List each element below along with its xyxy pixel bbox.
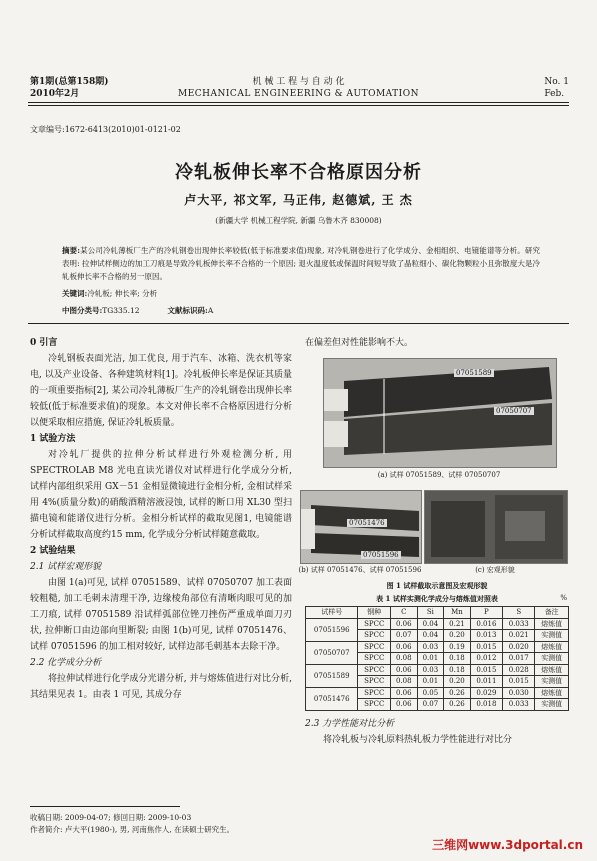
- table-cell: SPCC: [358, 676, 391, 688]
- table-cell: 0.05: [417, 687, 444, 699]
- table-cell: 0.013: [470, 630, 502, 642]
- table-1: [305, 606, 569, 711]
- table-cell: 0.20: [444, 630, 471, 642]
- section21-paragraph: 由图 1(a)可见, 试样 07051589、试样 07050707 加工表面较粗糙, 加工毛刺未清理干净, 边缘棱角部位有清晰肉眼可见的加工刀痕, 试样 07051589 沿试样弧部位锉刀挫伤严重成单面刀刃状, 拉伸断口由边部向里断裂; 由图 1(b)可见, 试样 07051476、试样 07051596 的加工相对较好, 试样边部毛刺基本去除干净。: [30, 578, 292, 652]
- clc-value: TG335.12: [102, 306, 140, 315]
- abstract-text: 某公司冷轧薄板厂生产的冷轧钢卷出现伸长率较低(低于标准要求值)现象, 对冷轧钢卷进行了化学成分、金相组织、电镜能谱等分析。研究表明: 拉伸试样侧边的加工刀痕是导致冷轧板伸长率不合格的一个原因; 退火温度低或保温时间短导致了晶粒细小、碳化物颗粒小且弥散度大是冷轧板伸长率不合格的另一原因。: [62, 246, 540, 281]
- table-cell: 0.030: [503, 687, 535, 699]
- affiliation: (新疆大学 机械工程学院, 新疆 乌鲁木齐 830008): [215, 216, 382, 225]
- table-1-caption: 表 1 试样实测化学成分与熔炼值对照表: [376, 594, 498, 603]
- table-cell: 0.033: [503, 618, 535, 630]
- table-cell: 0.011: [470, 676, 502, 688]
- table-cell: 0.04: [417, 630, 444, 642]
- table-cell: 0.020: [503, 641, 535, 653]
- table-cell: SPCC: [358, 653, 391, 665]
- figure-1a-label-1: 07051589: [456, 369, 492, 377]
- right-top-text: 在偏差但对性能影响不大。: [305, 338, 414, 348]
- figure-1a-caption: (a) 试样 07051589、试样 07050707: [377, 471, 501, 479]
- table-cell: SPCC: [358, 664, 391, 676]
- table-header-cell: S: [503, 607, 535, 619]
- table-cell: 0.18: [444, 664, 471, 676]
- table-cell: 0.18: [444, 653, 471, 665]
- table-cell: 0.20: [444, 676, 471, 688]
- section1-heading: 1 试验方法: [30, 434, 76, 444]
- table-cell: 熔炼值: [535, 618, 569, 630]
- table-cell: 实测值: [535, 653, 569, 665]
- table-cell-sample: 07051476: [306, 687, 358, 710]
- table-cell: 熔炼值: [535, 664, 569, 676]
- table-cell: 0.015: [503, 676, 535, 688]
- figure-1c-drawing: [425, 491, 567, 563]
- table-cell: SPCC: [358, 630, 391, 642]
- right-column-bottom: [305, 716, 569, 748]
- table-cell-sample: 07051589: [306, 664, 358, 687]
- table-cell: 0.033: [503, 699, 535, 711]
- page-title: 冷轧板伸长率不合格原因分析: [175, 162, 422, 183]
- table-row: [306, 687, 569, 699]
- table-header-cell: P: [470, 607, 502, 619]
- classification: [62, 305, 213, 316]
- section23-paragraph: 将冷轧板与冷轧原料热轧板力学性能进行对比分: [323, 735, 513, 745]
- authors: 卢大平, 祁文军, 马正伟, 赵德斌, 王 杰: [184, 193, 413, 207]
- table-cell: 实测值: [535, 699, 569, 711]
- abstract-label: 摘要:: [62, 246, 80, 255]
- table-cell: 0.04: [417, 618, 444, 630]
- table-cell: 0.01: [417, 653, 444, 665]
- section22-paragraph: 将拉伸试样进行化学成分光谱分析, 并与熔炼值进行对比分析, 其结果见表 1。由表 1 可见, 其成分存: [30, 674, 292, 700]
- table-row: [306, 618, 569, 630]
- table-cell: 0.08: [391, 676, 418, 688]
- table-header-cell: 试样号: [306, 607, 358, 619]
- table-cell: 0.017: [503, 653, 535, 665]
- figure-1c-photo: [424, 490, 568, 564]
- table-cell: 实测值: [535, 676, 569, 688]
- table-cell: 0.029: [470, 687, 502, 699]
- left-column: [30, 335, 292, 703]
- figure-1c-caption: (c) 宏观形貌: [475, 566, 515, 574]
- table-header-cell: 钢种: [358, 607, 391, 619]
- table-cell: 0.015: [470, 664, 502, 676]
- table-header-row: [306, 607, 569, 619]
- table-cell: 0.018: [470, 699, 502, 711]
- table-cell: SPCC: [358, 641, 391, 653]
- figure-1b-caption: (b) 试样 07051476、试样 07051596: [298, 566, 422, 574]
- journal-name: 机 械 工 程 与 自 动 化 MECHANICAL ENGINEERING & AUTOMATION: [177, 77, 419, 99]
- section23-heading: 2.3 力学性能对比分析: [305, 719, 395, 729]
- figure-1a-photo: [323, 358, 557, 468]
- table-header-cell: Mn: [444, 607, 471, 619]
- table-cell: 0.015: [470, 641, 502, 653]
- table-cell: 0.08: [391, 653, 418, 665]
- intro-paragraph: 冷轧钢板表面光洁, 加工优良, 用于汽车、冰箱、洗衣机等家电, 以及产业设备、各种建筑材料[1]。冷轧板伸长率是保证其质量的一项重要指标[2], 某公司冷轧薄板厂生产的冷轧钢卷出现伸长率较低(低于标准要求值)的现象。本文对伸长率不合格原因进行分析以便采取相应措施, 保证冷轧板质量。: [30, 354, 292, 428]
- table-cell: 0.06: [391, 687, 418, 699]
- journal-number: No. 1 Feb.: [544, 77, 569, 99]
- table-cell: 0.012: [470, 653, 502, 665]
- table-row: [306, 664, 569, 676]
- table-cell: 0.06: [391, 618, 418, 630]
- figure-1b-label-2: 07051596: [363, 551, 399, 559]
- table-1-unit: %: [560, 594, 567, 602]
- header-rule: [28, 102, 569, 103]
- table-1-caption-row: [305, 594, 569, 604]
- table-header-cell: 备注: [535, 607, 569, 619]
- table-cell-sample: 07051596: [306, 618, 358, 641]
- table-header-cell: C: [391, 607, 418, 619]
- abstract-rule: [28, 323, 569, 324]
- keywords-text: 冷轧板; 伸长率; 分析: [87, 289, 158, 298]
- table-cell: SPCC: [358, 687, 391, 699]
- table-row: [306, 641, 569, 653]
- table-cell: 0.19: [444, 641, 471, 653]
- table-cell: 0.021: [503, 630, 535, 642]
- abstract: [62, 244, 540, 283]
- doc-code-label: 文献标识码:: [167, 306, 208, 315]
- clc-label: 中图分类号:: [62, 306, 103, 315]
- keywords: [62, 288, 157, 299]
- table-header-cell: Si: [417, 607, 444, 619]
- table-cell: 0.07: [391, 630, 418, 642]
- table-cell: 0.06: [391, 699, 418, 711]
- header-rule-thin: [28, 105, 569, 106]
- figure-1b-photo: [300, 490, 422, 564]
- table-cell: 实测值: [535, 630, 569, 642]
- table-cell: 0.21: [444, 618, 471, 630]
- doc-code-value: A: [207, 306, 214, 315]
- table-cell: SPCC: [358, 618, 391, 630]
- table-cell: 0.016: [470, 618, 502, 630]
- table-cell: 0.07: [417, 699, 444, 711]
- table-cell: SPCC: [358, 699, 391, 711]
- table-cell: 0.03: [417, 641, 444, 653]
- table-cell: 0.028: [503, 664, 535, 676]
- footnote-author: 作者简介: 卢大平(1980-), 男, 河南焦作人, 在读硕士研究生。: [30, 825, 235, 834]
- table-cell: 熔炼值: [535, 641, 569, 653]
- footnote-rule: [30, 806, 180, 807]
- figure-1a-label-2: 07050707: [496, 407, 532, 415]
- footnote-received: 收稿日期: 2009-04-07; 修回日期: 2009-10-03: [30, 813, 192, 822]
- table-cell: 0.06: [391, 641, 418, 653]
- watermark: 三维网www.3dportal.cn: [432, 838, 583, 852]
- table-cell: 熔炼值: [535, 687, 569, 699]
- section21-heading: 2.1 试样宏观形貌: [30, 562, 102, 572]
- section22-heading: 2.2 化学成分分析: [30, 658, 102, 668]
- table-cell: 0.26: [444, 687, 471, 699]
- keywords-label: 关键词:: [62, 289, 88, 298]
- intro-heading: 0 引言: [30, 338, 58, 348]
- article-number: 文章编号:1672-6413(2010)01-0121-02: [30, 125, 181, 134]
- section1-paragraph: 对冷轧厂提供的拉伸分析试样进行外观检测分析, 用 SPECTROLAB M8 光电直读光谱仪对试样进行化学成分分析, 试样内部组织采用 GX－51 金相显微镜进行金相分析, 金相试样采用 4%(质量分数)的硝酸酒精溶液浸蚀, 试样的断口用 XL30 型扫描电镜和能谱仪进行分析。金相分析试样的截取见图1, 电镜能谱分析试样截取高度约15 mm, 化学成分分析试样随意截取。: [30, 450, 292, 540]
- table-cell: 0.26: [444, 699, 471, 711]
- journal-issue: 第1期(总第158期) 2010年2月: [30, 77, 109, 99]
- figure-1b-label-1: 07051476: [349, 519, 385, 527]
- figure-1-caption: 图 1 试样截取示意图及宏观形貌: [386, 581, 488, 590]
- table-cell: 0.03: [417, 664, 444, 676]
- table-cell: 0.06: [391, 664, 418, 676]
- table-cell: 0.01: [417, 676, 444, 688]
- table-cell-sample: 07050707: [306, 641, 358, 664]
- section2-heading: 2 试验结果: [30, 546, 76, 556]
